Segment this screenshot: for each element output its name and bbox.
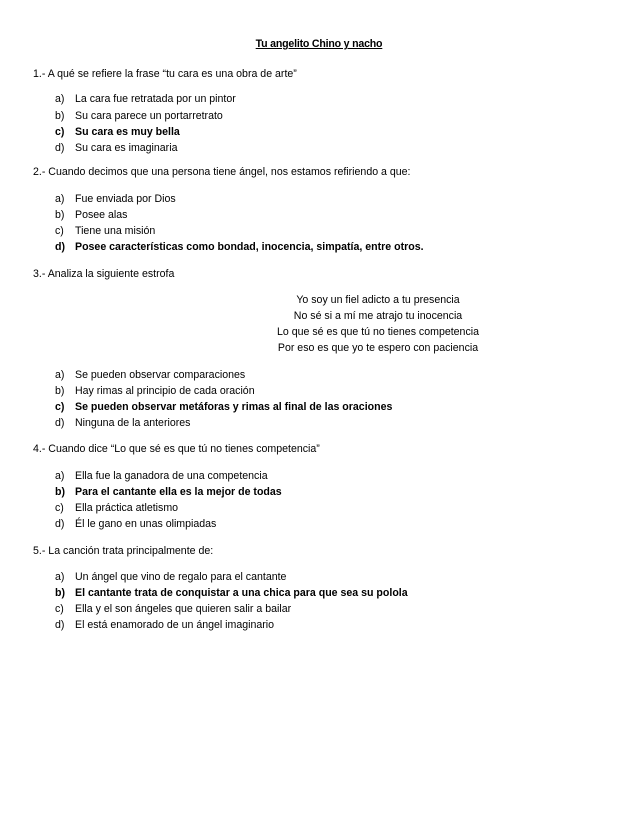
question-1-option-b: b) Su cara parece un portarretrato (55, 110, 223, 122)
question-3-option-a: a) Se pueden observar comparaciones (55, 369, 246, 381)
question-5-prompt: 5.- La canción trata principalmente de: (33, 545, 214, 557)
question-4-option-a: a) Ella fue la ganadora de una competencia (55, 470, 268, 482)
verse-line-4: Por eso es que yo te espero con paciencia (277, 342, 479, 354)
question-4-option-c: c) Ella práctica atletismo (55, 502, 179, 514)
question-3-option-c: c) Se pueden observar metáforas y rimas al final de las oraciones (55, 401, 393, 413)
question-1-option-d: d) Su cara es imaginaria (55, 142, 178, 154)
question-2-option-c: c) Tiene una misión (55, 225, 156, 237)
document-title: Tu angelito Chino y nacho (255, 38, 383, 50)
question-5-option-d: d) El está enamorado de un ángel imaginario (55, 619, 275, 631)
verse-line-3: Lo que sé es que tú no tienes competencia (276, 326, 479, 338)
question-3-option-d: d) Ninguna de la anteriores (55, 417, 191, 429)
question-5-option-a: a) Un ángel que vino de regalo para el cantante (55, 571, 287, 583)
question-1-prompt: 1.- A qué se refiere la frase “tu cara es una obra de arte” (33, 68, 297, 80)
question-4-option-b: b) Para el cantante ella es la mejor de todas (55, 486, 282, 498)
verse-line-2: No sé si a mí me atrajo tu inocencia (293, 310, 463, 322)
question-3-option-b: b) Hay rimas al principio de cada oración (55, 385, 255, 397)
question-1-option-c: c) Su cara es muy bella (55, 126, 180, 138)
question-1-option-a: a) La cara fue retratada por un pintor (55, 93, 236, 105)
question-2-option-a: a) Fue enviada por Dios (55, 193, 176, 205)
question-2-prompt: 2.- Cuando decimos que una persona tiene ángel, nos estamos refiriendo a que: (33, 166, 411, 178)
question-3-prompt: 3.- Analiza la siguiente estrofa (33, 268, 175, 280)
verse-line-1: Yo soy un fiel adicto a tu presencia (296, 294, 460, 306)
question-5-option-b: b) El cantante trata de conquistar a una chica para que sea su polola (55, 587, 408, 599)
question-2-option-b: b) Posee alas (55, 209, 128, 221)
question-4-prompt: 4.- Cuando dice “Lo que sé es que tú no tienes competencia” (33, 443, 320, 455)
question-4-option-d: d) Él le gano en unas olimpiadas (55, 518, 217, 530)
question-5-option-c: c) Ella y el son ángeles que quieren salir a bailar (55, 603, 292, 615)
question-2-option-d: d) Posee características como bondad, inocencia, simpatía, entre otros. (55, 241, 424, 253)
